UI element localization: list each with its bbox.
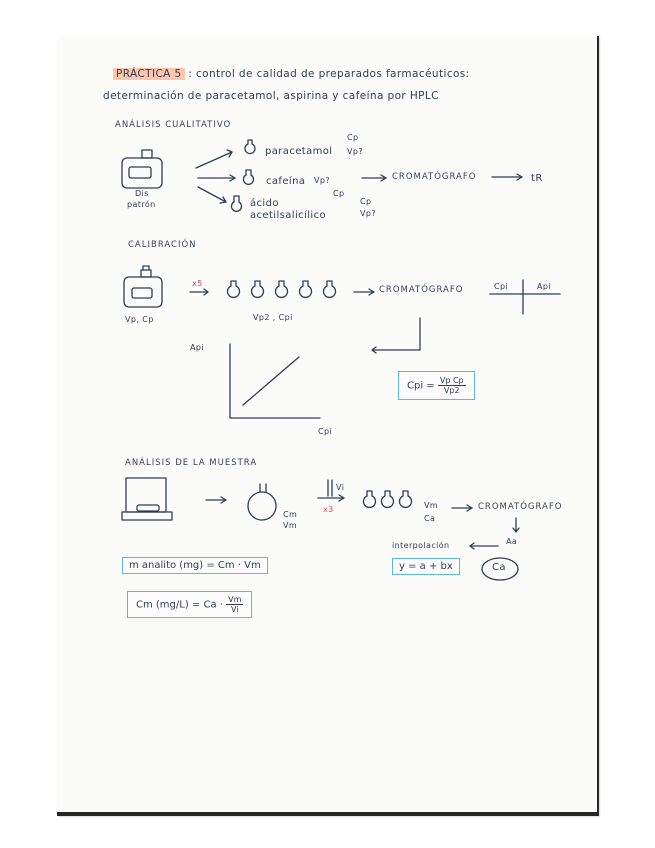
- pipette-icon: [318, 480, 344, 501]
- title-rest: : control de calidad de preparados farmacéuticos:: [188, 68, 470, 80]
- result-circle: [482, 558, 518, 580]
- conc-den: Vi: [231, 605, 239, 614]
- table-header-api: Api: [537, 282, 551, 291]
- dilution-vm: Vm: [424, 501, 439, 510]
- pipette-vi: Vi: [336, 483, 345, 492]
- qualitative-heading: ANÁLISIS CUALITATIVO: [115, 120, 232, 130]
- practica-highlight: PRÁCTICA 5: [113, 68, 185, 80]
- calibration-flasks-icon: [228, 281, 336, 297]
- patron-label: patrón: [127, 200, 156, 209]
- paracetamol-vp: Vp?: [347, 147, 363, 156]
- cafeina-label: cafeína: [266, 176, 306, 187]
- title-line-2: determinación de paracetamol, aspirina y cafeína por HPLC: [103, 90, 439, 102]
- branch-arrows-icon: [196, 150, 235, 203]
- qual-instrument: CROMATÓGRAFO: [392, 172, 477, 182]
- graph-x-label: Cpi: [318, 427, 333, 436]
- sample-vm: Vm: [283, 521, 298, 530]
- dis-label: Dis: [135, 189, 149, 198]
- acido-label-1: ácido: [250, 198, 279, 209]
- sample-area-aa: Aa: [506, 537, 518, 546]
- qual-flask-icons: [231, 140, 255, 211]
- calibration-times: x5: [192, 279, 203, 288]
- acido-label-2: acetilsalicílico: [250, 210, 326, 221]
- cafeina-cp: Cp: [333, 189, 345, 198]
- qual-result-tr: tR: [531, 173, 543, 184]
- formula-num: Vp Cp: [439, 376, 464, 385]
- sample-heading: ANÁLISIS DE LA MUESTRA: [125, 458, 258, 468]
- conc-num: Vm: [228, 595, 242, 604]
- balance-icon: [122, 478, 172, 520]
- paracetamol-cp: Cp: [347, 133, 359, 142]
- stock-label: Vp, Cp: [125, 315, 154, 324]
- flask-series-label: Vp2 , Cpi: [253, 313, 293, 322]
- interpolation-label: interpolación: [392, 541, 450, 550]
- calibration-stock-icon: [124, 266, 162, 307]
- equation-box: y = a + bx: [392, 558, 460, 575]
- sample-dilution-flasks-icon: [364, 491, 412, 507]
- calibration-graph: [230, 344, 320, 418]
- cal-instrument: CROMATÓGRAFO: [379, 285, 464, 295]
- qual-arrows-icon: [362, 174, 522, 181]
- result-ca: Ca: [492, 562, 506, 573]
- cafeina-vp: Vp?: [314, 176, 330, 185]
- mass-formula-box: m analito (mg) = Cm · Vm: [122, 557, 268, 574]
- acido-vp: Vp?: [360, 209, 376, 218]
- formula-lhs: Cpi =: [407, 380, 435, 392]
- return-arrow-icon: [372, 318, 420, 350]
- sample-cm: Cm: [283, 510, 298, 519]
- calibration-heading: CALIBRACIÓN: [128, 240, 197, 250]
- sample-times: x3: [323, 505, 334, 514]
- patron-jar-icon: [122, 150, 162, 188]
- sample-instrument: CROMATÓGRAFO: [478, 502, 563, 512]
- dilution-ca: Ca: [424, 514, 436, 523]
- sample-flask-icon: [248, 484, 276, 520]
- graph-y-label: Api: [190, 343, 204, 352]
- acido-cp: Cp: [360, 197, 372, 206]
- conc-lhs: Cm (mg/L) = Ca ·: [136, 599, 223, 611]
- formula-den: Vp2: [443, 386, 460, 395]
- paracetamol-label: paracetamol: [265, 146, 333, 157]
- table-header-cpi: Cpi: [494, 282, 509, 291]
